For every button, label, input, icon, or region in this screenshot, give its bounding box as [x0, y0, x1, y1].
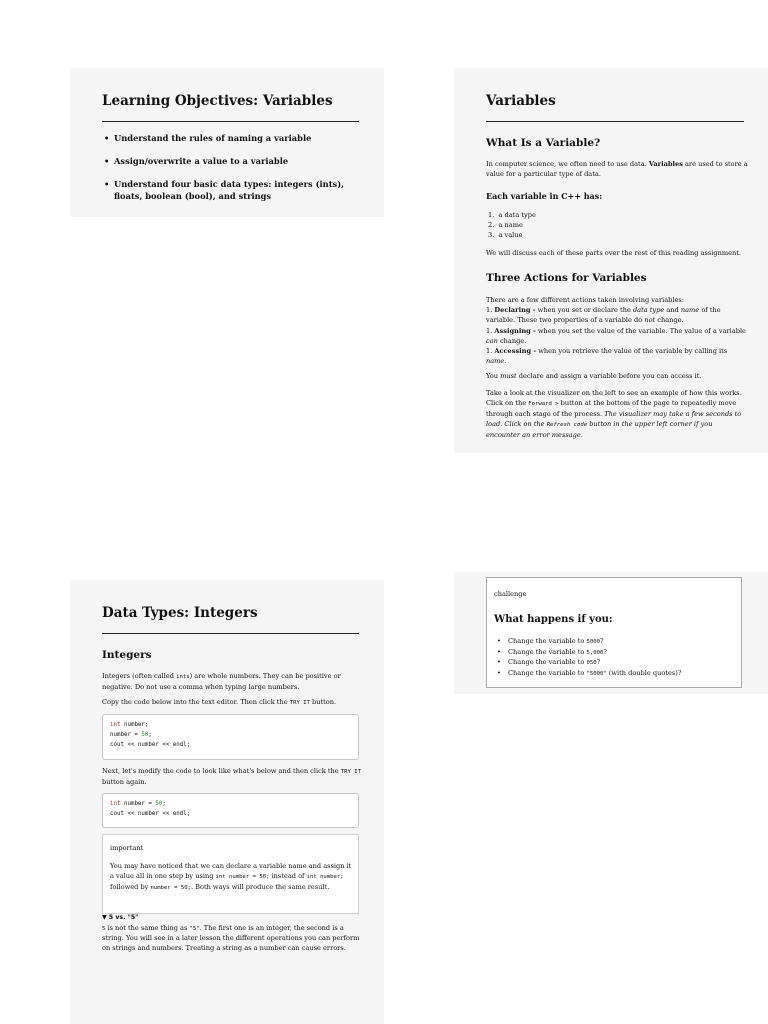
modify-paragraph: Next, let's modify the code to look like what's below and then click the TRY IT button again. [102, 767, 361, 786]
subheading: Each variable in C++ has: [486, 191, 603, 201]
page-title: Variables [486, 93, 556, 109]
actions-block [486, 295, 748, 367]
code-line: int number = 50; [110, 801, 166, 807]
section-heading: Three Actions for Variables [486, 272, 647, 284]
title-divider [486, 121, 744, 122]
list-item: 3. a value [488, 231, 523, 240]
title-divider [102, 633, 359, 634]
details-summary[interactable]: ▼ 5 vs. "5" [102, 914, 139, 921]
challenge-list [496, 636, 736, 679]
code-line: int number; [110, 722, 149, 728]
list-item: • Change the variable to 5,000? [496, 647, 736, 658]
list-item: • Change the variable to 5000? [496, 636, 736, 647]
list-item: • Assign/overwrite a value to a variable [102, 155, 364, 167]
visualizer-paragraph: Take a look at the visualizer on the left to see an example of how this works. Click on the Forward > button at the bottom of the page to repeatedly move through each stage of the process. The visualizer may take a few seconds to load. Click on the Refresh code button in the upper left corner if you encounter an error message. [486, 389, 742, 439]
code-line: number = 50; [110, 732, 152, 739]
code-line: cout << number << endl; [110, 742, 191, 749]
page-data-types-integers [70, 580, 384, 1024]
page-variables [454, 68, 768, 453]
action-accessing: 1. Accessing - when you retrieve the value of the variable by calling its name. [486, 347, 728, 366]
callout-label: important [110, 844, 144, 852]
details-disclosure [102, 913, 364, 954]
challenge-heading: What happens if you: [494, 614, 613, 625]
callout-label: challenge [494, 590, 527, 598]
page-title: Learning Objectives: Variables [102, 93, 333, 109]
closing-paragraph: We will discuss each of these parts over the rest of this reading assignment. [486, 249, 742, 257]
section-heading: What Is a Variable? [486, 137, 601, 149]
action-declaring: 1. Declaring - when you set or declare the data type and name of the variable. These two properties of a variable do not change. [486, 306, 721, 325]
variable-parts-list [488, 210, 536, 241]
details-body: 5 is not the same thing as "5". The first one is an integer, the second is a string. You will see in a later lesson the different operations you can perform on strings and numbers. Treating a string as a number can cause errors. [102, 923, 360, 953]
objectives-list [102, 132, 364, 213]
list-item: • Understand four basic data types: integers (ints), floats, boolean (bool), and strings [102, 178, 364, 202]
actions-intro: There are a few different actions taken involving variables: [486, 296, 684, 304]
important-callout [102, 834, 359, 914]
title-divider [102, 121, 359, 122]
must-paragraph: You must declare and assign a variable before you can access it. [486, 372, 702, 380]
integers-paragraph: Integers (often called ints) are whole numbers. They can be positive or negative. Do not use a comma when typing large numbers. [102, 672, 341, 691]
list-item: • Understand the rules of naming a variable [102, 132, 364, 144]
section-heading: Integers [102, 649, 152, 661]
instruction-paragraph: Copy the code below into the text editor. Then click the TRY IT button. [102, 698, 337, 706]
code-line: cout << number << endl; [110, 811, 191, 818]
page-title: Data Types: Integers [102, 605, 258, 621]
list-item: 2. a name [488, 221, 523, 230]
action-assigning: 1. Assigning - when you set the value of the variable. The value of a variable can change. [486, 326, 746, 345]
page-challenge [454, 572, 768, 694]
challenge-callout [486, 577, 742, 688]
callout-text: You may have noticed that we can declare a variable name and assign it a value all in one step by using int number = 50; instead of int number; followed by number = 50;. Both ways will produce the same result. [110, 862, 352, 891]
page-learning-objectives [70, 68, 384, 217]
list-item: • Change the variable to "5000" (with double quotes)? [496, 668, 736, 679]
list-item: 1. a data type [488, 211, 536, 219]
code-block-2 [102, 793, 359, 828]
intro-paragraph: In computer science, we often need to use data. Variables are used to store a value for a particular type of data. [486, 160, 748, 179]
code-block-1 [102, 714, 359, 760]
list-item: • Change the variable to 050? [496, 657, 736, 668]
